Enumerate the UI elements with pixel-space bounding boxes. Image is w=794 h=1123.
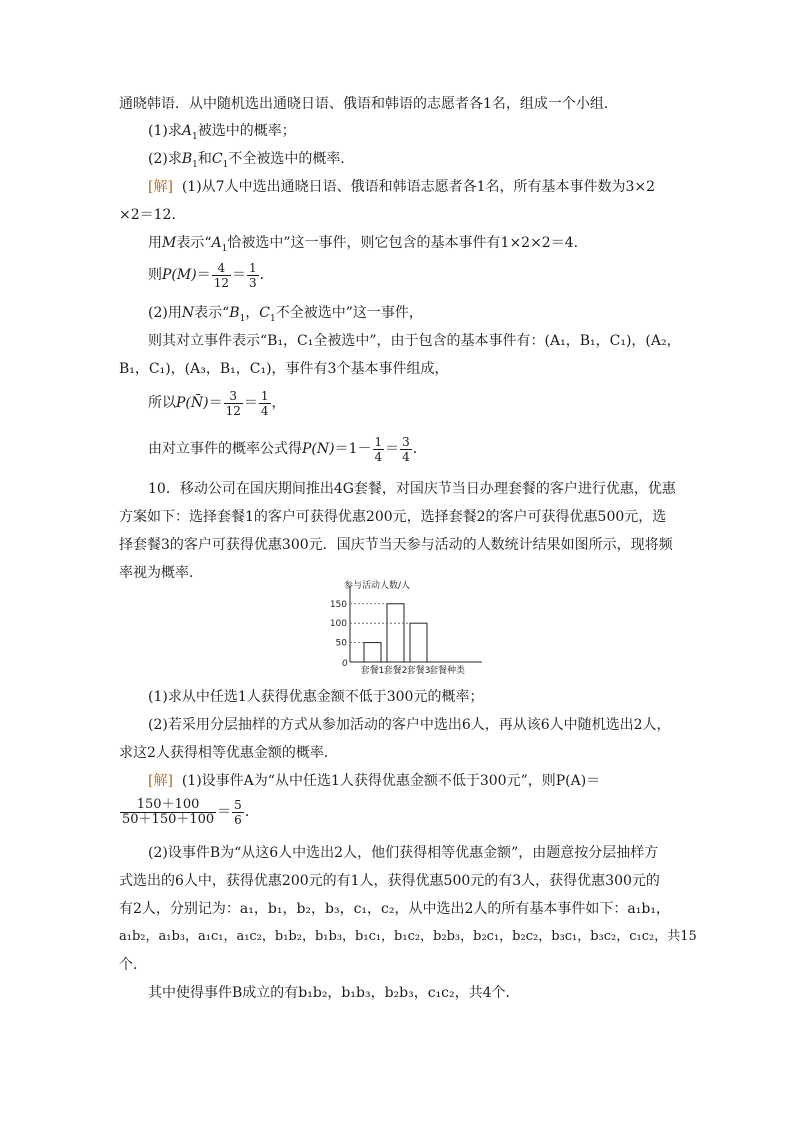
formula-line: 则P(M)＝ $\frac{4}{12}$ ＝ $\frac{1}{3}$ ．	[148, 260, 274, 290]
fraction: $\frac{3}{12}$	[225, 388, 241, 418]
x-tick-label: 套餐2	[383, 666, 408, 676]
y-axis-label: 参与活动人数/人	[344, 581, 411, 591]
fraction: $\frac{150+100}{50+150+100}$	[122, 796, 215, 827]
x-tick-label: 套餐1	[360, 666, 385, 676]
text-line: 式选出的6人中，获得优惠200元的有1人，获得优惠500元的有3人，获得优惠300元的	[119, 873, 660, 889]
text-line: (2)设事件B为“从这6人中选出2人，他们获得相等优惠金额”，由题意按分层抽样方	[148, 845, 659, 861]
question-2: (2)求$B_1$和$C_1$不全被选中的概率．	[148, 151, 355, 170]
text-line: ×2＝12．	[119, 207, 186, 223]
solution-line: [解] (1)设事件A为“从中任选1人获得优惠金额不低于300元”，则P(A)＝	[148, 773, 601, 789]
question-10-1: (1)求从中任选1人获得优惠金额不低于300元的概率；	[148, 689, 484, 705]
fraction: $\frac{5}{6}$	[234, 797, 242, 827]
text-line: 用M表示“$A_1$恰被选中”这一事件，则它包含的基本事件有1×2×2＝4．	[148, 235, 588, 254]
fraction: $\frac{4}{12}$	[213, 260, 229, 290]
x-axis-label: 套餐种类	[428, 666, 466, 676]
y-tick-label: 50	[335, 638, 347, 649]
origin-label: 0	[342, 659, 348, 669]
formula-line: 由对立事件的概率公式得P(N)＝1－ $\frac{1}{4}$ ＝ $\frac{3}{4}$ ．	[148, 434, 427, 464]
fraction: $\frac{3}{4}$	[402, 434, 410, 464]
y-tick-label: 100	[329, 619, 347, 630]
text-line: 求这2人获得相等优惠金额的概率．	[119, 745, 338, 761]
problem-10-line: 10．移动公司在国庆期间推出4G套餐，对国庆节当日办理套餐的客户进行优惠，优惠	[148, 481, 676, 497]
solution-line: [解] (1)从7人中选出通晓日语、俄语和韩语志愿者各1名，所有基本事件数为3×2	[148, 179, 656, 195]
x-tick-label: 套餐3	[406, 666, 431, 676]
text-line: 率视为概率．	[119, 565, 203, 581]
text-line: 方案如下：选择套餐1的客户可获得优惠200元，选择套餐2的客户可获得优惠500元，选	[119, 509, 667, 525]
fraction: $\frac{1}{4}$	[260, 388, 269, 418]
bar-套餐3	[410, 623, 427, 662]
solution-tag: [解]	[148, 179, 173, 195]
text-line: B₁，C₁)，(A₃，B₁，C₁)，事件有3个基本事件组成，	[119, 361, 449, 377]
text-line: (2)用N表示“$B_1$，$C_1$不全被选中”这一事件，	[148, 305, 423, 324]
formula-line: 所以P(N̄)＝ $\frac{3}{12}$ ＝ $\frac{1}{4}$ ，	[148, 388, 286, 418]
text-line: 通晓韩语．从中随机选出通晓日语、俄语和韩语的志愿者各1名，组成一个小组．	[119, 96, 618, 112]
text-line: 个．	[119, 957, 147, 973]
text-line: 有2人，分别记为：a₁，b₁，b₂，b₃，c₁，c₂，从中选出2人的所有基本事件如下：a₁b₁，	[119, 901, 670, 917]
text-line: 择套餐3的客户可获得优惠300元．国庆节当天参与活动的人数统计结果如图所示，现将频	[119, 537, 673, 553]
text-line: 则其对立事件表示“B₁，C₁全被选中”，由于包含的基本事件有：(A₁，B₁，C₁)，(A₂，	[148, 333, 681, 349]
question-10-2: (2)若采用分层抽样的方式从参加活动的客户中选出6人，再从该6人中随机选出2人，	[148, 717, 671, 733]
text-line: 其中使得事件B成立的有b₁b₂，b₁b₃，b₂b₃，c₁c₂，共4个．	[148, 985, 520, 1001]
y-tick-label: 150	[329, 599, 347, 610]
question-1: (1)求$A_1$被选中的概率；	[148, 123, 296, 142]
formula-line: $\frac{150+100}{50+150+100}$ ＝ $\frac{5}{6}$ ．	[122, 796, 259, 827]
solution-tag: [解]	[148, 773, 173, 789]
fraction: $\frac{1}{3}$	[248, 260, 257, 290]
fraction: $\frac{1}{4}$	[374, 434, 383, 464]
bar-套餐1	[364, 643, 381, 662]
text-line: a₁b₂，a₁b₃，a₁c₁，a₁c₂，b₁b₂，b₁b₃，b₁c₁，b₁c₂，b₂b₃，b₂c₁，b₂c₂，b₃c₁，b₃c₂，c₁c₂，共15	[119, 929, 697, 944]
bar-套餐2	[387, 604, 404, 662]
bar-chart	[318, 578, 484, 678]
